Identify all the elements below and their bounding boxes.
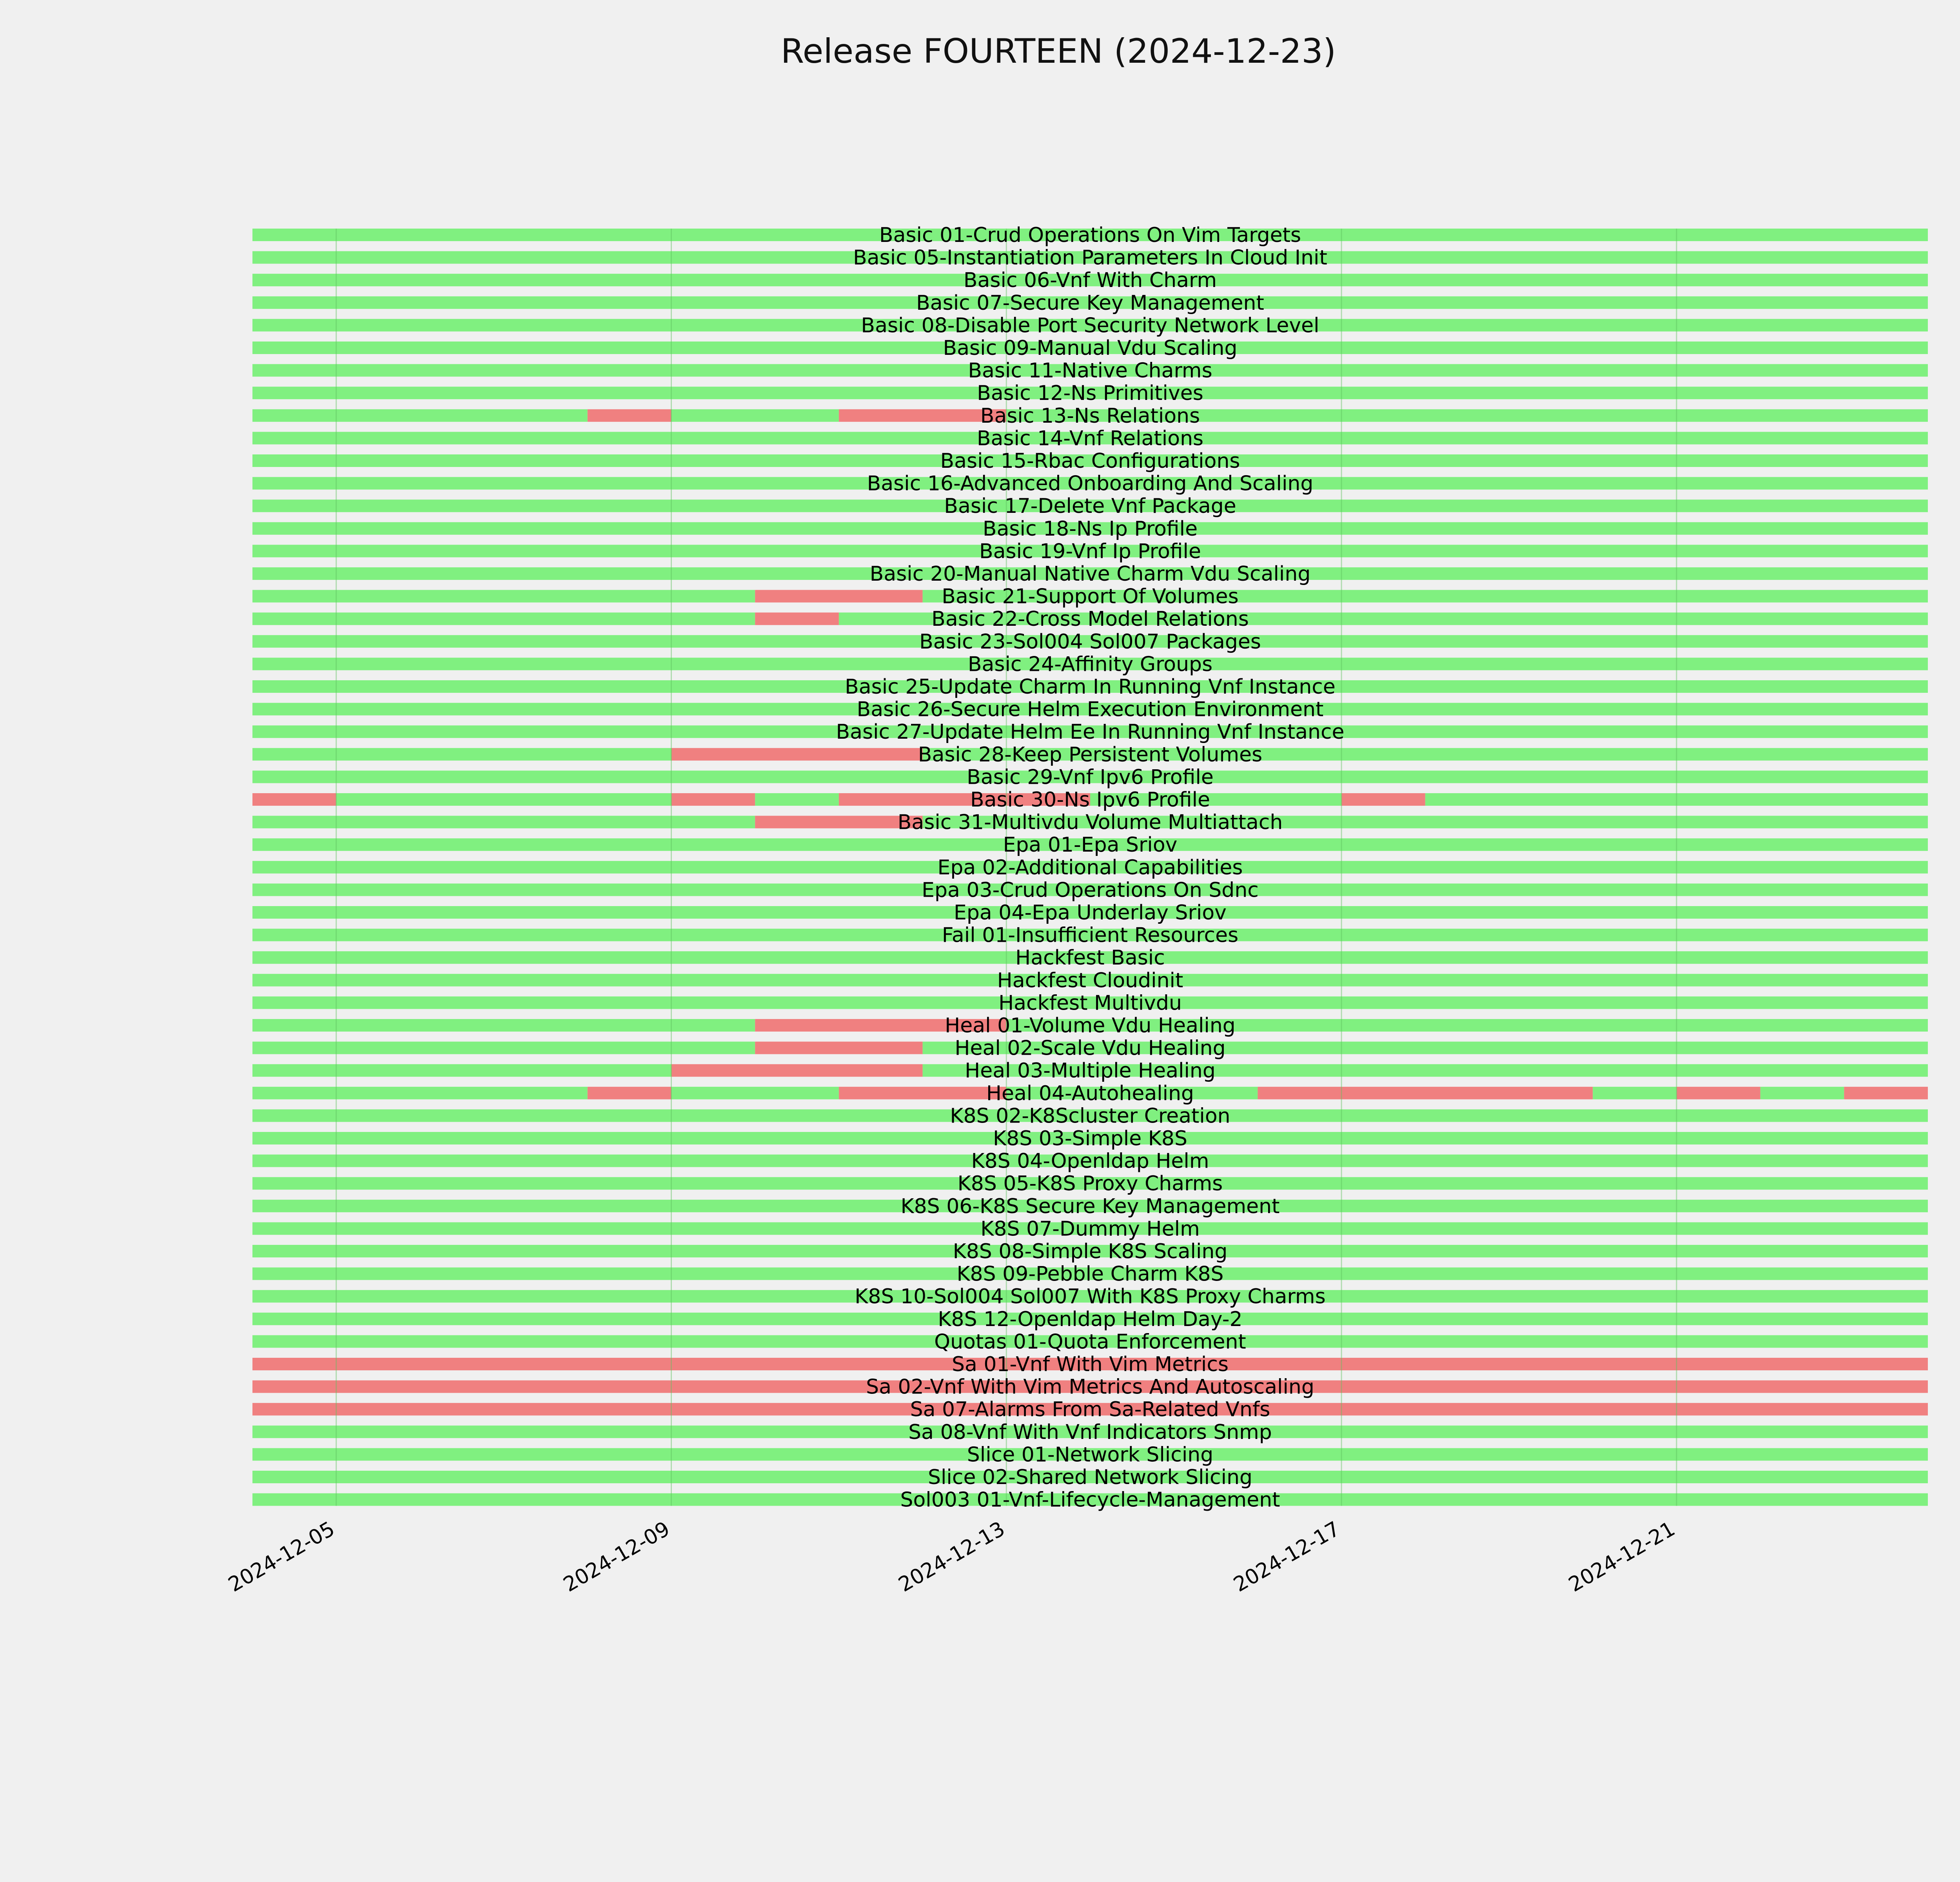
row-label: Heal 01-Volume Vdu Healing: [945, 1014, 1236, 1037]
fail-segment: [588, 1087, 671, 1099]
pass-segment: [252, 612, 755, 625]
fail-segment: [588, 409, 671, 422]
row-label: Slice 01-Network Slicing: [967, 1443, 1214, 1467]
row-label: Sol003 01-Vnf-Lifecycle-Management: [900, 1488, 1280, 1512]
pass-segment: [252, 409, 588, 422]
fail-segment: [1341, 793, 1425, 806]
row-label: Epa 01-Epa Sriov: [1003, 833, 1178, 857]
row-label: Basic 25-Update Charm In Running Vnf Instance: [845, 675, 1336, 699]
row-label: Epa 04-Epa Underlay Sriov: [954, 901, 1227, 925]
row-label: Basic 13-Ns Relations: [980, 404, 1200, 428]
row-label: Slice 02-Shared Network Slicing: [927, 1466, 1253, 1489]
row-label: Hackfest Multivdu: [998, 991, 1182, 1015]
fail-segment: [1258, 1087, 1593, 1099]
row-label: Quotas 01-Quota Enforcement: [934, 1330, 1246, 1354]
pass-segment: [1593, 1087, 1677, 1099]
pass-segment: [671, 1087, 839, 1099]
fail-segment: [755, 1042, 922, 1054]
pass-segment: [252, 1019, 755, 1032]
row-label: Basic 31-Multivdu Volume Multiattach: [897, 810, 1283, 834]
row-label: Sa 02-Vnf With Vim Metrics And Autoscaling: [866, 1375, 1314, 1399]
pass-segment: [252, 1087, 588, 1099]
row-label: Basic 09-Manual Vdu Scaling: [943, 336, 1238, 360]
pass-segment: [252, 748, 671, 761]
x-tick-label: 2024-12-17: [1229, 1517, 1344, 1597]
row-label: K8S 08-Simple K8S Scaling: [953, 1240, 1228, 1263]
row-label: Basic 24-Affinity Groups: [967, 652, 1213, 676]
pass-segment: [336, 793, 671, 806]
fail-segment: [1677, 1087, 1760, 1099]
row-label: Fail 01-Insufficient Resources: [942, 923, 1239, 947]
row-label: K8S 09-Pebble Charm K8S: [956, 1262, 1224, 1286]
fail-segment: [755, 590, 922, 603]
row-label: Basic 28-Keep Persistent Volumes: [918, 743, 1263, 767]
row-label: Basic 07-Secure Key Management: [916, 291, 1264, 315]
row-label: K8S 12-Openldap Helm Day-2: [938, 1307, 1243, 1331]
pass-segment: [252, 590, 755, 603]
pass-segment: [755, 793, 839, 806]
row-label: Heal 03-Multiple Healing: [965, 1059, 1216, 1083]
row-label: Basic 21-Support Of Volumes: [942, 585, 1239, 609]
row-label: Epa 02-Additional Capabilities: [937, 856, 1243, 879]
row-label: Basic 19-Vnf Ip Profile: [979, 540, 1201, 563]
row-label: Basic 12-Ns Primitives: [977, 381, 1203, 405]
row-label: Basic 16-Advanced Onboarding And Scaling: [867, 472, 1314, 496]
row-label: K8S 03-Simple K8S: [993, 1127, 1187, 1150]
x-tick-label: 2024-12-09: [559, 1517, 674, 1597]
row-label: K8S 04-Openldap Helm: [971, 1149, 1209, 1173]
pass-segment: [252, 1064, 671, 1077]
row-label: Basic 20-Manual Native Charm Vdu Scaling: [869, 562, 1311, 586]
row-label: Basic 30-Ns Ipv6 Profile: [970, 788, 1210, 812]
row-label: Epa 03-Crud Operations On Sdnc: [922, 878, 1259, 902]
row-label: K8S 10-Sol004 Sol007 With K8S Proxy Charms: [855, 1285, 1326, 1309]
fail-segment: [755, 612, 839, 625]
row-label: Hackfest Basic: [1015, 946, 1165, 970]
row-label: Basic 14-Vnf Relations: [976, 427, 1204, 451]
x-tick-label: 2024-12-05: [224, 1517, 339, 1597]
pass-segment: [671, 409, 839, 422]
row-label: Basic 29-Vnf Ipv6 Profile: [967, 765, 1214, 789]
fail-segment: [671, 1064, 923, 1077]
fail-segment: [839, 1087, 1006, 1099]
row-label: K8S 06-K8S Secure Key Management: [900, 1194, 1280, 1218]
pass-segment: [252, 816, 755, 828]
row-label: Heal 04-Autohealing: [986, 1081, 1194, 1105]
row-label: Heal 02-Scale Vdu Healing: [955, 1036, 1226, 1060]
row-label: Basic 15-Rbac Configurations: [940, 449, 1240, 473]
row-label: Basic 22-Cross Model Relations: [931, 607, 1249, 631]
row-label: Sa 07-Alarms From Sa-Related Vnfs: [910, 1398, 1270, 1422]
row-label: K8S 05-K8S Proxy Charms: [957, 1172, 1223, 1196]
fail-segment: [671, 748, 923, 761]
row-label: Basic 17-Delete Vnf Package: [944, 494, 1236, 518]
row-label: Basic 23-Sol004 Sol007 Packages: [919, 630, 1261, 654]
chart-title: Release FOURTEEN (2024-12-23): [780, 32, 1336, 71]
row-label: Basic 05-Instantiation Parameters In Cloud Init: [853, 246, 1327, 270]
fail-segment: [1844, 1087, 1928, 1099]
fail-segment: [671, 793, 755, 806]
row-label: Basic 06-Vnf With Charm: [963, 269, 1217, 292]
pass-segment: [1760, 1087, 1844, 1099]
pass-segment: [252, 1042, 755, 1054]
fail-segment: [252, 793, 336, 806]
row-label: Sa 01-Vnf With Vim Metrics: [951, 1353, 1229, 1376]
row-label: Basic 27-Update Helm Ee In Running Vnf Instance: [836, 720, 1345, 744]
row-label: Basic 26-Secure Helm Execution Environment: [857, 698, 1324, 721]
row-label: Basic 01-Crud Operations On Vim Targets: [879, 223, 1301, 247]
row-label: K8S 02-K8Scluster Creation: [950, 1104, 1230, 1128]
row-label: Basic 18-Ns Ip Profile: [982, 517, 1198, 541]
x-tick-label: 2024-12-13: [895, 1517, 1009, 1597]
row-label: K8S 07-Dummy Helm: [980, 1217, 1200, 1241]
x-tick-label: 2024-12-21: [1564, 1517, 1679, 1597]
row-label: Sa 08-Vnf With Vnf Indicators Snmp: [908, 1420, 1272, 1444]
row-label: Hackfest Cloudinit: [997, 968, 1183, 992]
row-label: Basic 11-Native Charms: [968, 359, 1212, 383]
row-label: Basic 08-Disable Port Security Network Level: [861, 314, 1319, 338]
